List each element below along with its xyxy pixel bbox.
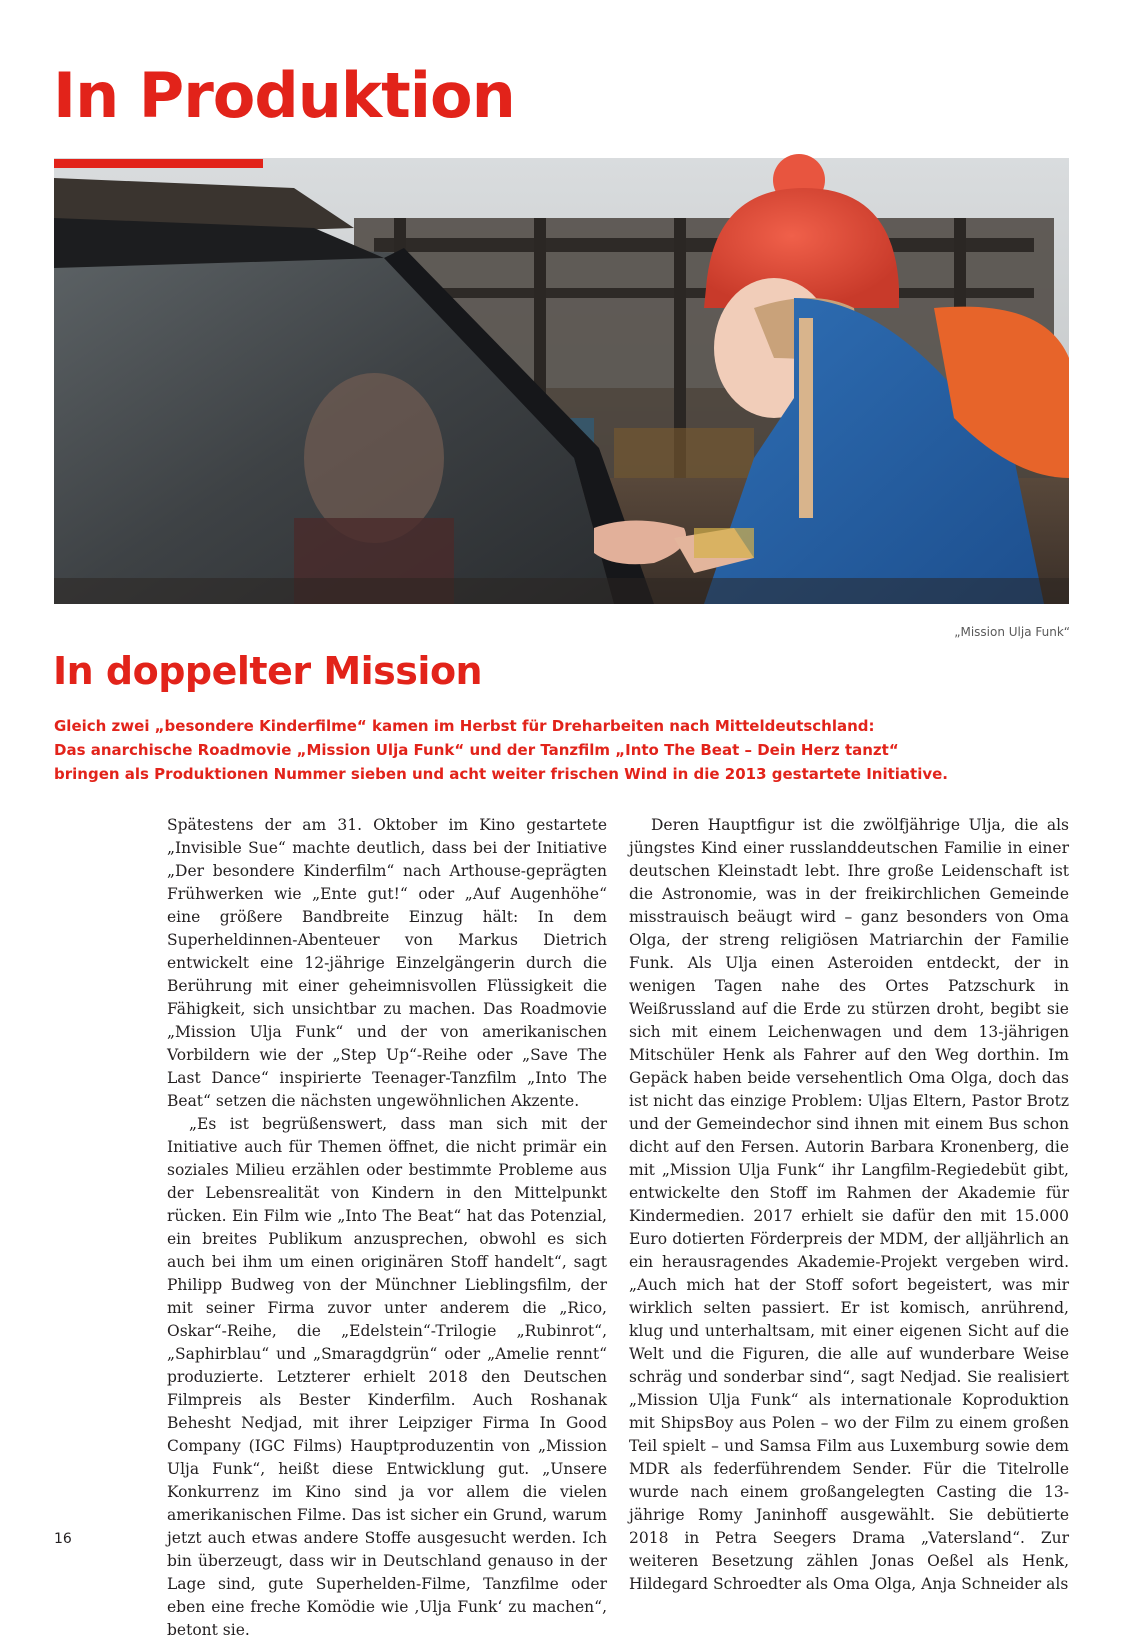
page-number: 16 (54, 1531, 72, 1547)
body-column-right (629, 814, 1069, 1593)
body-paragraph: Spätestens der am 31. Oktober im Kino gestartete „Invisible Sue“ machte deutlich, dass bei der Initiative „Der besondere Kinderfilm“ nach Arthouse-geprägten Frühwerken wie „Ente gut!“ oder „Auf Augenhöhe“ eine größere Bandbreite Einzug hält: In dem Superheldinnen-Abenteuer von Markus Dietrich entwickelt eine 12-jährige Einzelgängerin durch die Berührung mit einer geheimnisvollen Flüssigkeit die Fähigkeit, sich unsichtbar zu machen. Das Roadmovie „Mission Ulja Funk“ und der von amerikanischen Vorbildern wie der „Step Up“-Reihe oder „Save The Last Dance“ inspirierte Teenager-Tanzfilm „Into The Beat“ setzen die nächsten ungewöhnlichen Akzente. (167, 816, 607, 1110)
photo-caption: „Mission Ulja Funk“ (954, 625, 1070, 639)
lead-line: Das anarchische Roadmovie „Mission Ulja Funk“ und der Tanzfilm „Into The Beat – Dein Herz tanzt“ (54, 741, 899, 759)
lead-line: Gleich zwei „besondere Kinderfilme“ kamen im Herbst für Dreharbeiten nach Mitteldeutschland: (54, 717, 875, 735)
article-lead (54, 714, 949, 786)
body-column-left (167, 814, 607, 1639)
section-title: In Produktion (53, 59, 515, 132)
lead-line: bringen als Produktionen Nummer sieben und acht weiter frischen Wind in die 2013 gestartete Initiative. (54, 765, 949, 783)
body-paragraph: „Es ist begrüßenswert, dass man sich mit der Initiative auch für Themen öffnet, die nicht primär ein soziales Milieu erzählen oder bestimmte Probleme aus der Lebensrealität von Kindern in den Mittelpunkt rücken. Ein Film wie „Into The Beat“ hat das Potenzial, ein breites Publikum anzusprechen, obwohl es sich auch bei ihm um einen originären Stoff handelt“, sagt Philipp Budweg von der Münchner Lieblingsfilm, der mit seiner Firma zuvor unter anderem die „Rico, Oskar“-Reihe, die „Edelstein“-Trilogie „Rubinrot“, „Saphirblau“ und „Smaragdgrün“ oder „Amelie rennt“ produzierte. Letzterer erhielt 2018 den Deutschen Filmpreis als Bester Kinderfilm. Auch Roshanak Behesht Nedjad, mit ihrer Leipziger Firma In Good Company (IGC Films) Hauptproduzentin von „Mission Ulja Funk“, heißt diese Entwicklung gut. „Unsere Konkurrenz im Kino sind ja vor allem die vielen amerikanischen Filme. Das ist sicher ein Grund, warum jetzt auch etwas andere Stoffe ausgesucht werden. Ich bin überzeugt, dass wir in Deutschland genauso in der Lage sind, gute Superhelden-Filme, Tanzfilme oder eben eine freche Komödie wie ‚Ulja Funk‘ zu machen“, betont sie. (167, 1115, 607, 1639)
article-title: In doppelter Mission (53, 649, 483, 693)
body-paragraph: Deren Hauptfigur ist die zwölfjährige Ulja, die als jüngstes Kind einer russlanddeutschen Familie in einer deutschen Kleinstadt lebt. Ihre große Leidenschaft ist die Astronomie, was in der freikirchlichen Gemeinde misstrauisch beäugt wird – ganz besonders von Oma Olga, der streng religiösen Matriarchin der Familie Funk. Als Ulja einen Asteroiden entdeckt, der in wenigen Tagen nahe des Ortes Patzschurk in Weißrussland auf die Erde zu stürzen droht, begibt sie sich mit einem Leichenwagen und dem 13-jährigen Mitschüler Henk als Fahrer auf den Weg dorthin. Im Gepäck haben beide versehentlich Oma Olga, doch das ist nicht das einzige Problem: Uljas Eltern, Pastor Brotz und der Gemeindechor sind ihnen mit einem Bus schon dicht auf den Fersen. Autorin Barbara Kronenberg, die mit „Mission Ulja Funk“ ihr Langfilm-Regiedebüt gibt, entwickelte den Stoff im Rahmen der Akademie für Kindermedien. 2017 erhielt sie dafür den mit 15.000 Euro dotierten Förderpreis der MDM, der alljährlich an ein herausragendes Akademie-Projekt vergeben wird. „Auch mich hat der Stoff sofort begeistert, was mir wirklich selten passiert. Er ist komisch, anrührend, klug und unterhaltsam, mit einer eigenen Sicht auf die Welt und die Figuren, die alle auf wunderbare Weise schräg und sonderbar sind“, sagt Nedjad. Sie realisiert „Mission Ulja Funk“ als internationale Koproduktion mit ShipsBoy aus Polen – wo der Film zu einem großen Teil spielt – und Samsa Film aus Luxemburg sowie dem MDR als federführendem Sender. Für die Titelrolle wurde nach einem großangelegten Casting die 13-jährige Romy Janinhoff ausgewählt. Sie debütierte 2018 in Petra Seegers Drama „Vatersland“. Zur weiteren Besetzung zählen Jonas Oeßel als Henk, Hildegard Schroedter als Oma Olga, Anja Schneider als (629, 816, 1069, 1593)
section-title-rule (54, 159, 263, 168)
film-still-photo (54, 158, 1069, 604)
